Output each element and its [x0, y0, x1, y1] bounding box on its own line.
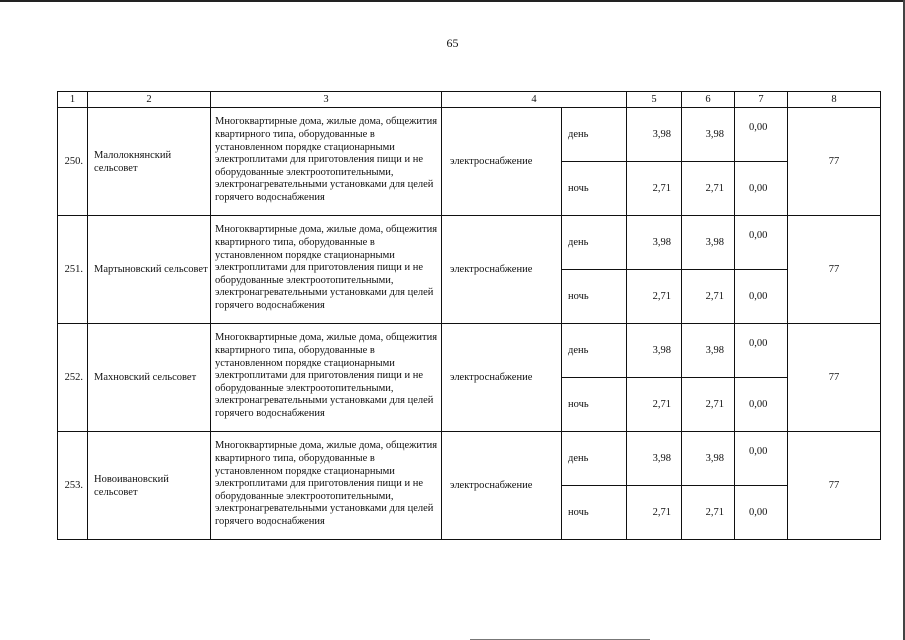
- value-col7-night: 0,00: [735, 378, 788, 432]
- header-cell: 5: [627, 92, 682, 108]
- value-col7-day: 0,00: [735, 108, 788, 162]
- value-col6-night: 2,71: [682, 486, 735, 540]
- value-col6-day: 3,98: [682, 216, 735, 270]
- header-cell: 6: [682, 92, 735, 108]
- utility-type: электроснабжение: [442, 324, 562, 432]
- value-col5-day: 3,98: [627, 432, 682, 486]
- settlement-name: Махновский сельсовет: [88, 324, 211, 432]
- time-zone-day: день: [562, 324, 627, 378]
- header-cell: 1: [58, 92, 88, 108]
- consumer-category-text: Многоквартирные дома, жилые дома, общежития квартирного типа, оборудованные в установленном порядке стационарными электроплитами для приготовления пищи и не оборудованные электроотопительными, электронагревательными установками для целей горячего водоснабжения: [215, 116, 438, 203]
- utility-type: электроснабжение: [442, 432, 562, 540]
- consumer-category-text: Многоквартирные дома, жилые дома, общежития квартирного типа, оборудованные в установленном порядке стационарными электроплитами для приготовления пищи и не оборудованные электроотопительными, электронагревательными установками для целей горячего водоснабжения: [215, 332, 438, 419]
- consumer-category: [211, 108, 442, 216]
- value-col7-day: 0,00: [735, 324, 788, 378]
- settlement-name: Новоивановский сельсовет: [88, 432, 211, 540]
- row-number: 252.: [58, 324, 88, 432]
- time-zone-day: день: [562, 216, 627, 270]
- value-col6-night: 2,71: [682, 378, 735, 432]
- value-col7-day: 0,00: [735, 432, 788, 486]
- row-number: 253.: [58, 432, 88, 540]
- row-number: 250.: [58, 108, 88, 216]
- header-cell: 3: [211, 92, 442, 108]
- settlement-name: Мартыновский сельсовет: [88, 216, 211, 324]
- consumer-category: [211, 324, 442, 432]
- value-col5-night: 2,71: [627, 378, 682, 432]
- value-col8: 77: [788, 432, 881, 540]
- settlement-name: Малолокнянский сельсовет: [88, 108, 211, 216]
- value-col5-night: 2,71: [627, 162, 682, 216]
- header-cell: 4: [442, 92, 627, 108]
- utility-type: электроснабжение: [442, 216, 562, 324]
- value-col8: 77: [788, 216, 881, 324]
- header-cell: 7: [735, 92, 788, 108]
- tariff-table: [57, 91, 881, 540]
- time-zone-night: ночь: [562, 378, 627, 432]
- table-row: [58, 324, 881, 378]
- value-col6-day: 3,98: [682, 432, 735, 486]
- value-col6-night: 2,71: [682, 162, 735, 216]
- consumer-category-text: Многоквартирные дома, жилые дома, общежития квартирного типа, оборудованные в установленном порядке стационарными электроплитами для приготовления пищи и не оборудованные электроотопительными, электронагревательными установками для целей горячего водоснабжения: [215, 440, 438, 527]
- row-number: 251.: [58, 216, 88, 324]
- value-col6-day: 3,98: [682, 324, 735, 378]
- value-col5-day: 3,98: [627, 108, 682, 162]
- value-col7-night: 0,00: [735, 486, 788, 540]
- consumer-category: [211, 432, 442, 540]
- table-row: [58, 108, 881, 162]
- header-cell: 8: [788, 92, 881, 108]
- value-col5-night: 2,71: [627, 486, 682, 540]
- value-col7-night: 0,00: [735, 162, 788, 216]
- value-col8: 77: [788, 108, 881, 216]
- value-col7-day: 0,00: [735, 216, 788, 270]
- scan-edge-top: [0, 0, 905, 2]
- time-zone-night: ночь: [562, 162, 627, 216]
- value-col5-day: 3,98: [627, 324, 682, 378]
- time-zone-night: ночь: [562, 270, 627, 324]
- value-col6-day: 3,98: [682, 108, 735, 162]
- header-row: [58, 92, 881, 108]
- value-col6-night: 2,71: [682, 270, 735, 324]
- utility-type: электроснабжение: [442, 108, 562, 216]
- value-col8: 77: [788, 324, 881, 432]
- time-zone-day: день: [562, 108, 627, 162]
- time-zone-night: ночь: [562, 486, 627, 540]
- consumer-category: [211, 216, 442, 324]
- consumer-category-text: Многоквартирные дома, жилые дома, общежития квартирного типа, оборудованные в установленном порядке стационарными электроплитами для приготовления пищи и не оборудованные электроотопительными, электронагревательными установками для целей горячего водоснабжения: [215, 224, 438, 311]
- value-col7-night: 0,00: [735, 270, 788, 324]
- value-col5-day: 3,98: [627, 216, 682, 270]
- table-row: [58, 432, 881, 486]
- value-col5-night: 2,71: [627, 270, 682, 324]
- time-zone-day: день: [562, 432, 627, 486]
- header-cell: 2: [88, 92, 211, 108]
- page-number: 65: [446, 36, 459, 50]
- table-row: [58, 216, 881, 270]
